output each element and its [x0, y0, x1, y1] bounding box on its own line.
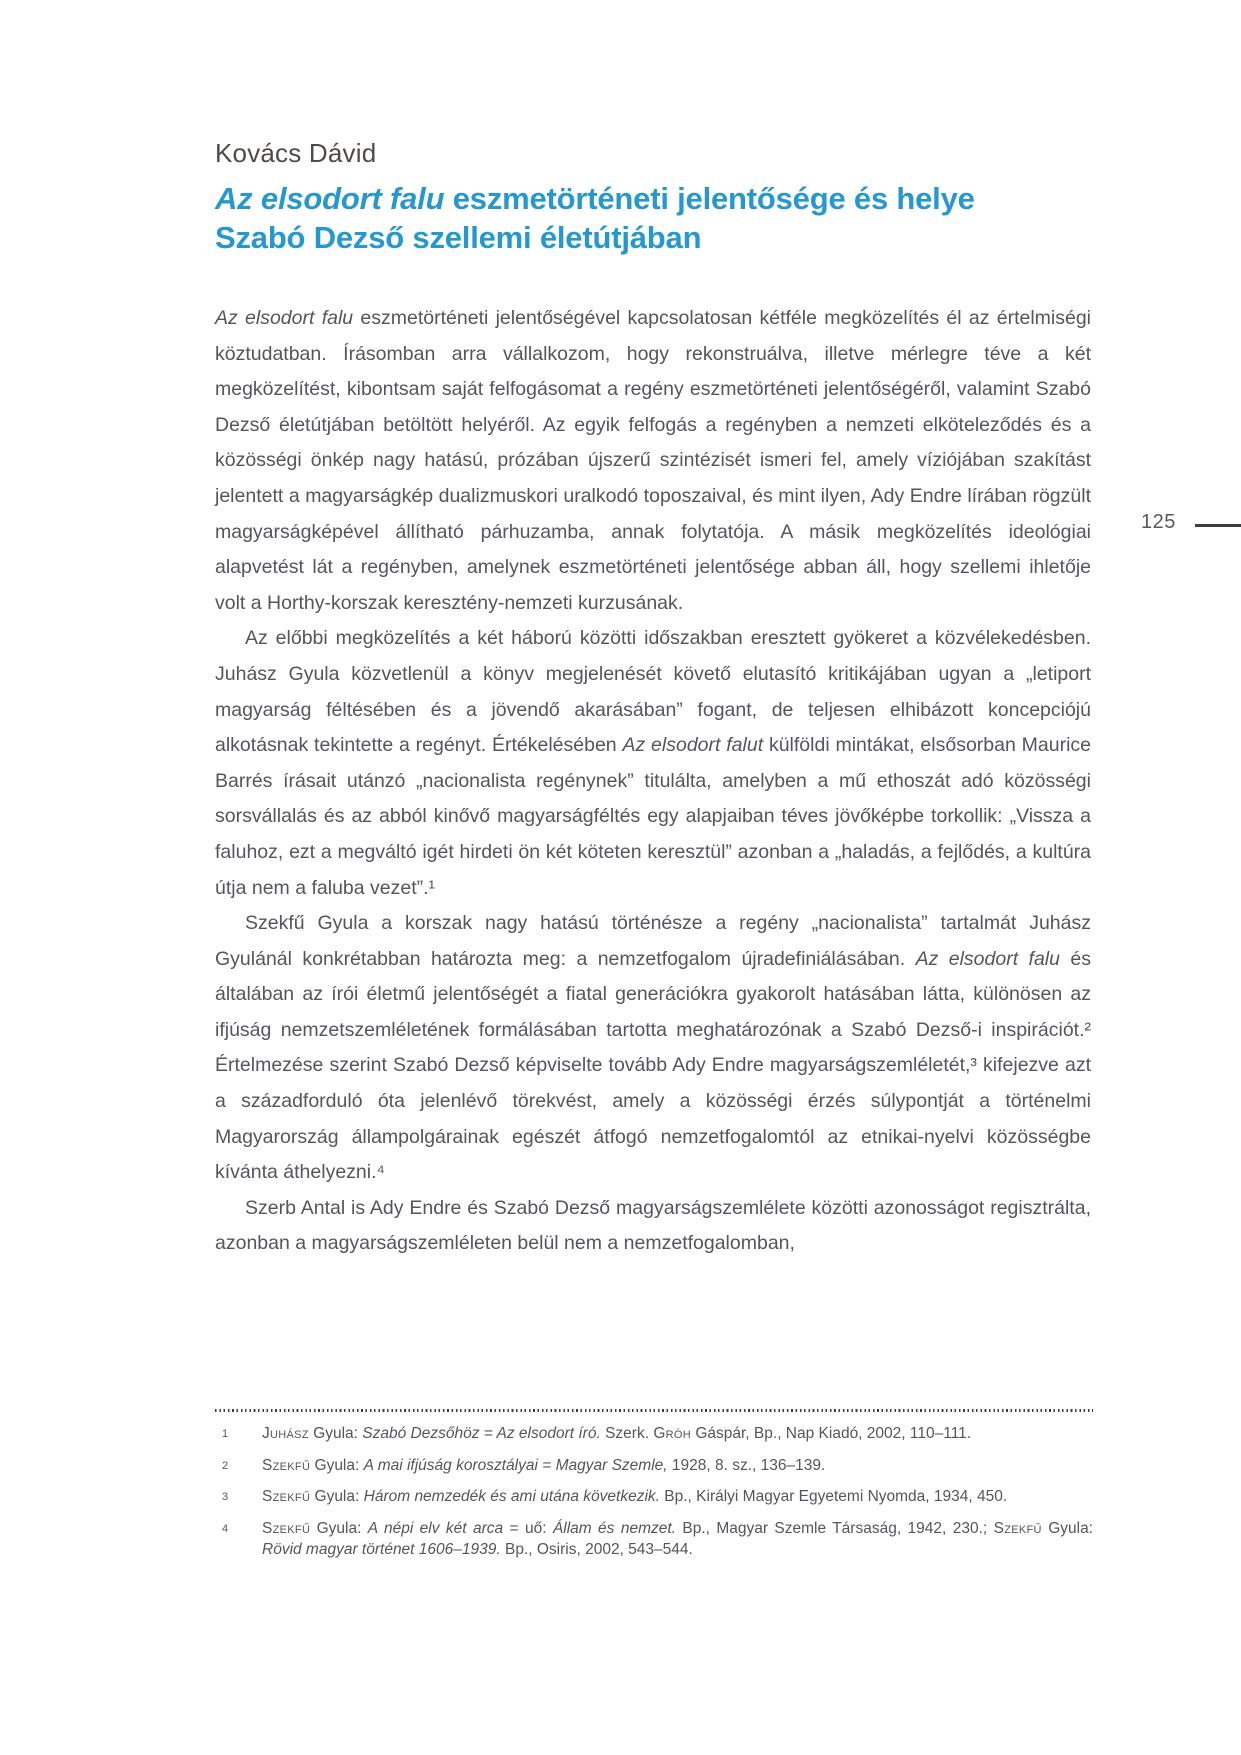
footnote-item — [215, 1518, 1093, 1561]
article-title — [215, 179, 1115, 257]
footnote-list — [215, 1423, 1093, 1570]
body-paragraph: Szerb Antal is Ady Endre és Szabó Dezső magyarságszemlélete közötti azonosságot regisztrálta, azonban a magyarságszemléleten belül nem a nemzetfogalomban, — [215, 1196, 1091, 1255]
body-paragraph: Az előbbi megközelítés a két háború közötti időszakban eresztett gyökeret a közvélekedésben. Juhász Gyula közvetlenül a könyv megjelenését követő elutasító kritikájában ugyan a „letiport magyarság féltésében és a jövendő akarásában” fogant, de teljesen elhibázott koncepciójú alkotásnak tekintette a regényt. Értékelésében Az elsodort falut külföldi mintákat, elsősorban Maurice Barrés írásait utánzó „nacionalista regénynek” titulálta, amelyben a mű ethoszát adó közösségi sorsvállalás és az abból kinővő magyarságféltés egy alapjaiban téves jövőképbe torkollik: „Vissza a faluhoz, ezt a megváltó igét hirdeti ön két köteten keresztül” azonban a „haladás, a fejlődés, a kultúra útja nem a faluba vezet”.¹ — [215, 627, 1091, 899]
article-title-line-2: Szabó Dezső szellemi életútjában — [215, 220, 702, 255]
footnote-text: Juhász Gyula: Szabó Dezsőhöz = Az elsodort író. Szerk. Gróh Gáspár, Bp., Nap Kiadó, 2002, 110–111. — [262, 1425, 972, 1442]
footnote-marker: 4 — [222, 1522, 229, 1535]
footnote-marker: 2 — [222, 1459, 229, 1472]
footnote-marker: 3 — [222, 1491, 229, 1503]
footnote-text: Szekfű Gyula: A mai ifjúság korosztályai = Magyar Szemle, 1928, 8. sz., 136–139. — [262, 1456, 826, 1474]
article-title-line-1: Az elsodort falu eszmetörténeti jelentősége és helye — [215, 181, 975, 216]
page-number-rule — [1195, 524, 1241, 527]
author-name: Kovács Dávid — [215, 138, 377, 168]
article-body — [215, 301, 1091, 1262]
footnote-item — [215, 1455, 1093, 1478]
body-paragraph: Szekfű Gyula a korszak nagy hatású történésze a regény „nacionalista” tartalmát Juhász Gyulánál konkrétabban határozta meg: a nemzetfogalom újradefiniálásában. Az elsodort falu és általában az írói életmű jelentőségét a fiatal generációkra gyakorolt hatásában látta, különösen az ifjúság nemzetszemléletének formálásában tartotta meghatározónak a Szabó Dezső-i inspirációt.² Értelmezése szerint Szabó Dezső képviselte tovább Ady Endre magyarságszemléletét,³ kifejezve azt a századforduló óta jelenlévő törekvést, amely a közösségi érzés súlypontját a történelmi Magyarország állampolgárainak egészét átfogó nemzetfogalomtól az etnikai-nyelvi közösségbe kívánta áthelyezni.⁴ — [215, 912, 1091, 1184]
page-number: 125 — [1141, 511, 1176, 533]
footnote-separator — [215, 1409, 1093, 1412]
footnote-item — [215, 1486, 1093, 1509]
footnote-text: Szekfű Gyula: A népi elv két arca = uő: Állam és nemzet. Bp., Magyar Szemle Társaság, 1942, 230.; Szekfű Gyula: Rövid magyar történet 1606–1939. Bp., Osiris, 2002, 543–544. — [262, 1519, 1093, 1558]
footnote-text: Szekfű Gyula: Három nemzedék és ami utána következik. Bp., Királyi Magyar Egyetemi Nyomda, 1934, 450. — [262, 1488, 1008, 1505]
footnote-item — [215, 1423, 1093, 1446]
body-paragraph: Az elsodort falu eszmetörténeti jelentőségével kapcsolatosan kétféle megközelítés él az értelmiségi köztudatban. Írásomban arra vállalkozom, hogy rekonstruálva, illetve mérlegre téve a két megközelítést, kibontsam saját felfogásomat a regény eszmetörténeti jelentőségéről, valamint Szabó Dezső életútjában betöltött helyéről. Az egyik felfogás a regényben a nemzeti elköteleződés és a közösségi önkép nagy hatású, prózában újszerű szintézisét ismeri fel, amely víziójában szakítást jelentett a magyarságkép dualizmuskori uralkodó toposzaival, és mint ilyen, Ady Endre lírában rögzült magyarságképével állítható párhuzamba, annak folytatója. A másik megközelítés ideológiai alapvetést lát a regényben, amelynek eszmetörténeti jelentősége abban áll, hogy szellemi ihletője volt a Horthy-korszak keresztény-nemzeti kurzusának. — [215, 307, 1092, 614]
footnote-marker: 1 — [222, 1428, 229, 1440]
